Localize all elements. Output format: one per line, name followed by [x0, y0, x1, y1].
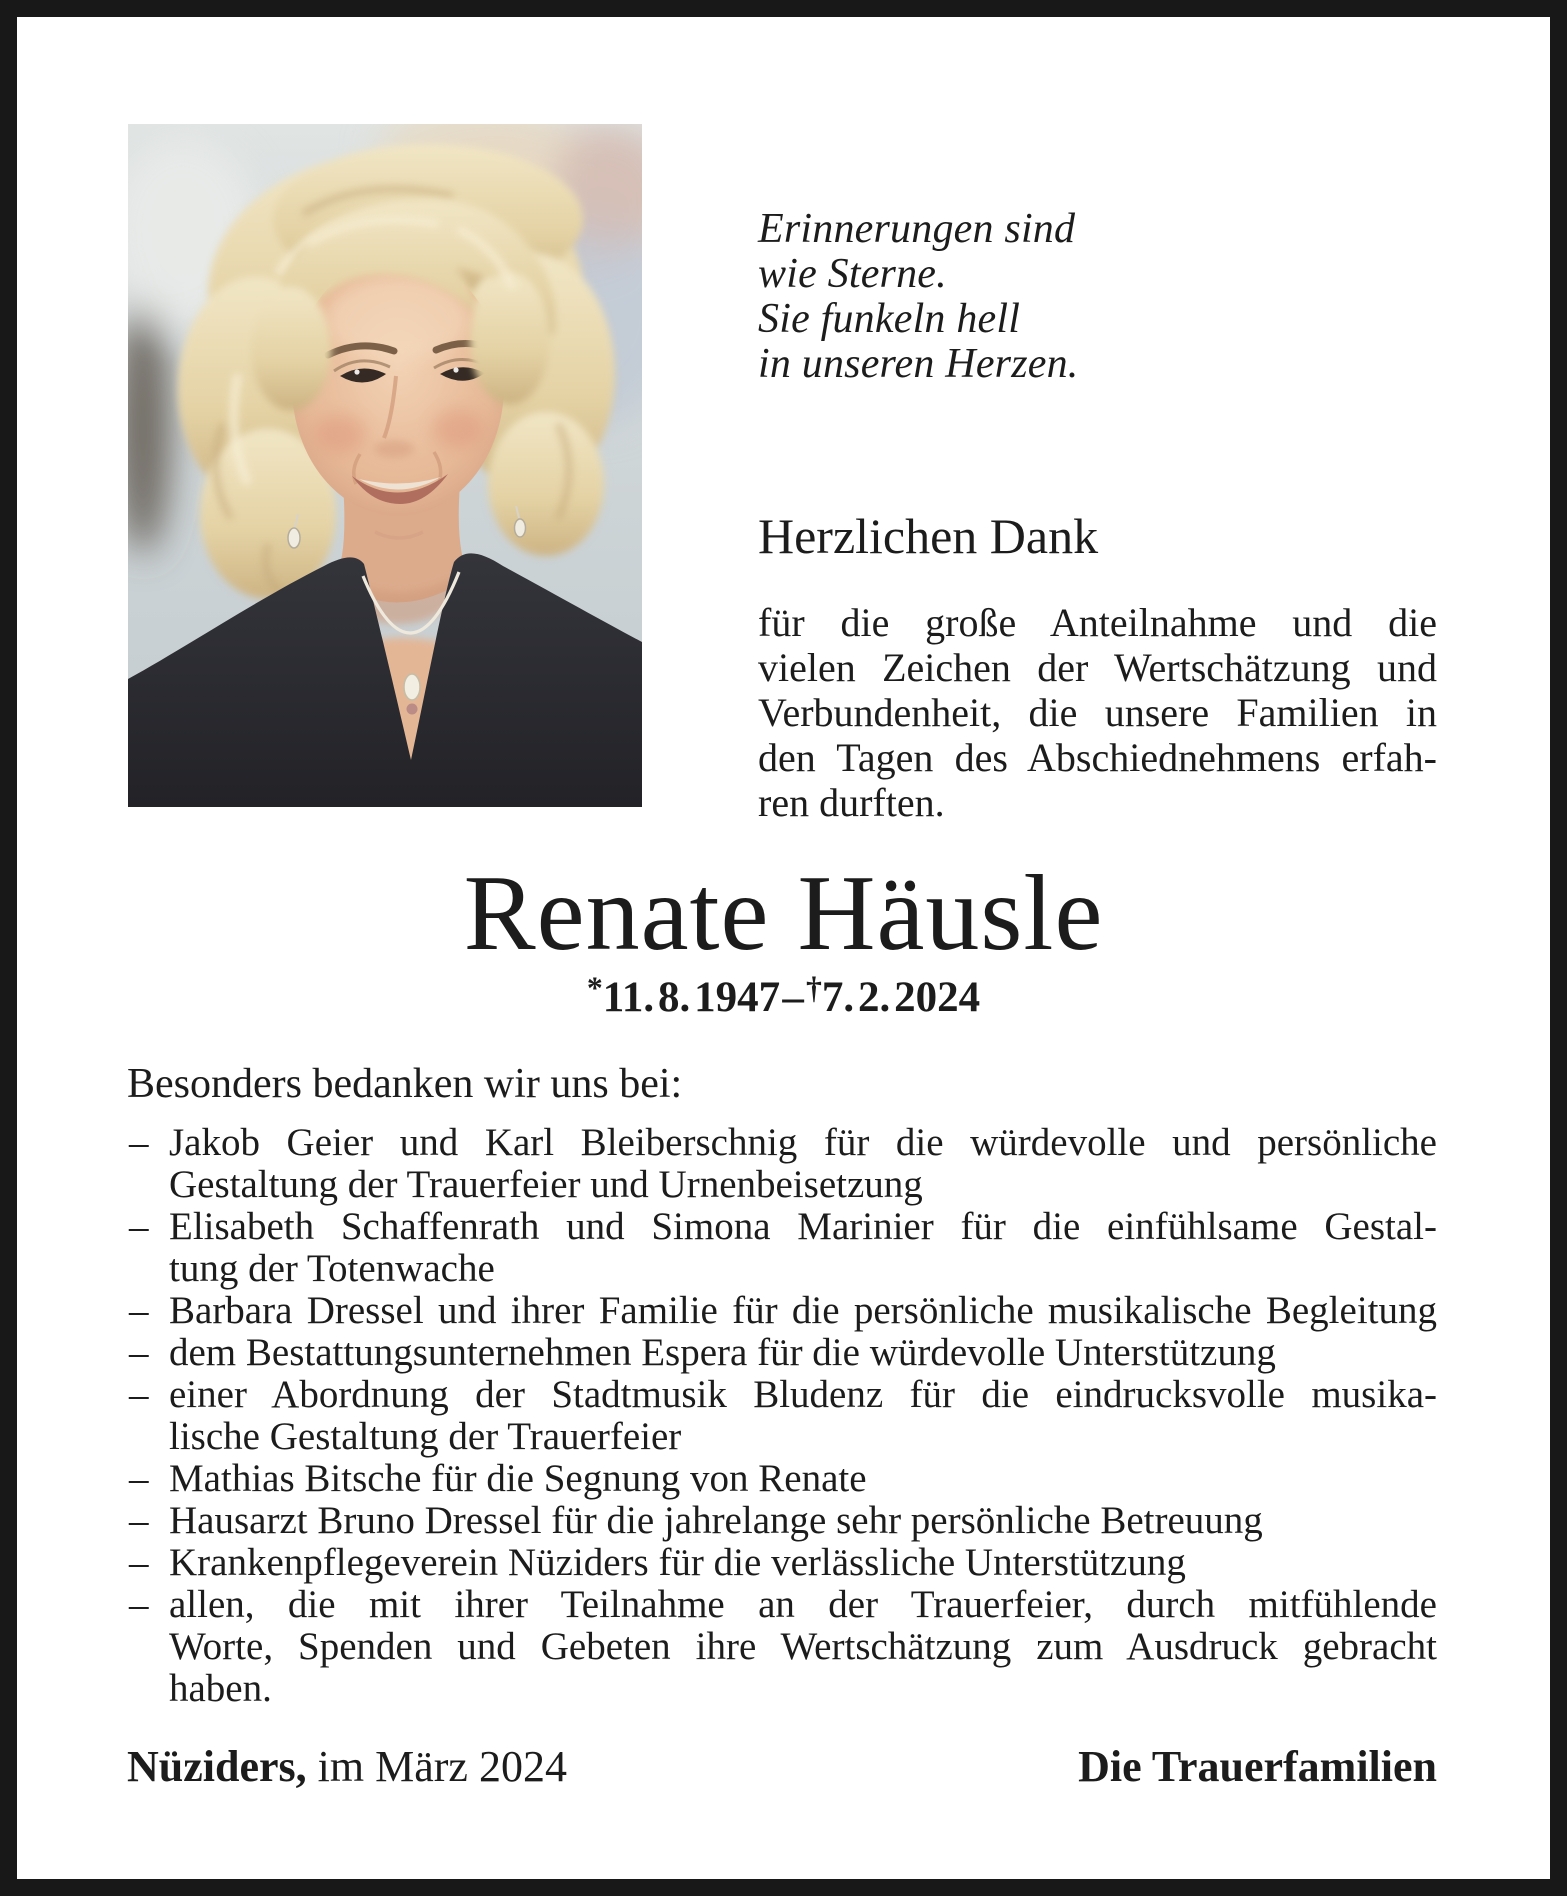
list-dash-marker: – [129, 1289, 149, 1332]
thanks-paragraph [758, 600, 1437, 825]
list-dash-marker: – [129, 1121, 149, 1164]
text-line: haben. [169, 1667, 272, 1710]
text-line: Jakob Geier und Karl Bleiberschnig für die würdevolle und persönliche [169, 1121, 1437, 1164]
date: im März 2024 [317, 1742, 567, 1791]
text-line: allen, die mit ihrer Teilnahme an der Trauerfeier, durch mitfühlende [169, 1583, 1437, 1626]
text-line: einer Abordnung der Stadtmusik Bludenz für die eindrucksvolle musika- [169, 1373, 1437, 1416]
thanks-list-intro: Besonders bedanken wir uns bei: [127, 1061, 683, 1107]
list-dash-marker: – [129, 1205, 149, 1248]
text-line: dem Bestattungsunternehmen Espera für die würdevolle Unterstützung [169, 1331, 1276, 1374]
life-dates [17, 970, 1550, 1023]
thanks-list-item [127, 1584, 1437, 1710]
list-dash-marker: – [129, 1331, 149, 1374]
thanks-list-item [127, 1500, 1437, 1542]
text-line: Elisabeth Schaffenrath und Simona Marinier für die einfühlsame Gestal- [169, 1205, 1437, 1248]
portrait-illustration [128, 124, 642, 807]
thanks-list-item [127, 1542, 1437, 1584]
text-line: Worte, Spenden und Gebeten ihre Wertschätzung zum Ausdruck gebracht [169, 1625, 1437, 1668]
text-line: lische Gestaltung der Trauerfeier [169, 1415, 682, 1458]
text-line: Barbara Dressel und ihrer Familie für die persönliche musikalische Begleitung [169, 1289, 1437, 1332]
thanks-list-item [127, 1206, 1437, 1290]
text-line: Sie funkeln hell [758, 296, 1021, 342]
place-and-date [127, 1743, 567, 1791]
thanks-list-item [127, 1122, 1437, 1206]
list-dash-marker: – [129, 1373, 149, 1416]
date-separator: – [782, 974, 804, 1021]
birth-date: 11. 8. 1947 [602, 974, 781, 1021]
list-dash-marker: – [129, 1541, 149, 1584]
text-line: tung der Totenwache [169, 1247, 495, 1290]
death-date: 7. 2. 2024 [821, 974, 981, 1021]
text-line: Verbundenheit, die unsere Familien in [758, 690, 1437, 735]
text-line: den Tagen des Abschiednehmens erfah- [758, 735, 1437, 780]
thanks-list-item [127, 1374, 1437, 1458]
thanks-list-item [127, 1290, 1437, 1332]
thanks-list-item [127, 1458, 1437, 1500]
text-line: Krankenpflegeverein Nüziders für die verlässliche Unterstützung [169, 1541, 1186, 1584]
deceased-name: Renate Häusle [463, 854, 1104, 973]
text-line: in unseren Herzen. [758, 341, 1079, 387]
text-line: vielen Zeichen der Wertschätzung und [758, 645, 1437, 690]
memorial-poem [758, 207, 1318, 387]
death-dagger-symbol: † [805, 970, 822, 1006]
list-dash-marker: – [129, 1499, 149, 1542]
footer [127, 1743, 1437, 1791]
text-line: wie Sterne. [758, 251, 947, 297]
list-dash-marker: – [129, 1583, 149, 1626]
text-line: Hausarzt Bruno Dressel für die jahrelange sehr persönliche Betreuung [169, 1499, 1263, 1542]
birth-star-symbol: * [586, 970, 603, 1006]
text-line: für die große Anteilnahme und die [758, 600, 1437, 645]
text-line: Gestaltung der Trauerfeier und Urnenbeisetzung [169, 1163, 923, 1206]
text-line: ren durften. [758, 780, 945, 825]
list-dash-marker: – [129, 1457, 149, 1500]
text-line: Erinnerungen sind [758, 206, 1076, 252]
thanks-list-item [127, 1332, 1437, 1374]
thanks-heading: Herzlichen Dank [758, 508, 1099, 564]
portrait-photo [128, 124, 642, 807]
signature: Die Trauerfamilien [1078, 1742, 1437, 1791]
place: Nüziders, [127, 1742, 307, 1791]
thanks-list [127, 1122, 1437, 1710]
text-line: Mathias Bitsche für die Segnung von Renate [169, 1457, 867, 1500]
